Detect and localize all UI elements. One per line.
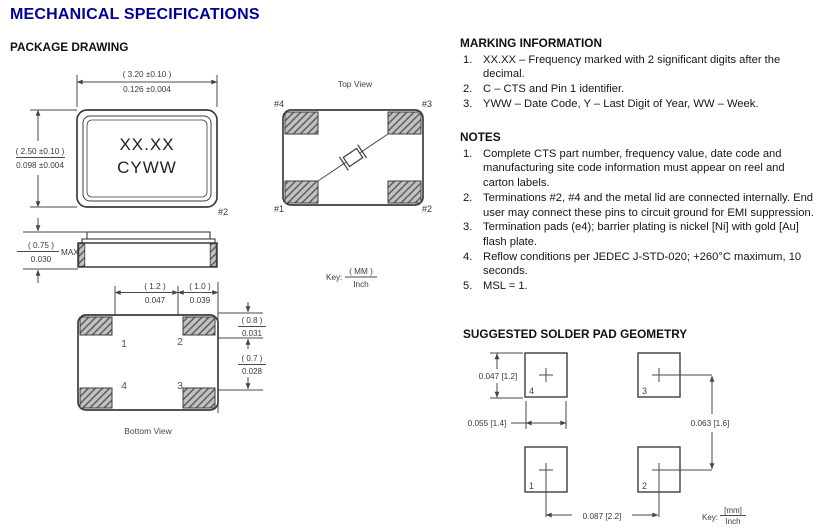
key-label: Key: xyxy=(326,273,343,282)
list-item-number: 3. xyxy=(463,221,473,234)
solder-pad-geometry-drawing xyxy=(460,345,816,530)
bottom-view-label: Bottom View xyxy=(124,426,172,436)
solder-dim-height-label: 0.047 [1.2] xyxy=(478,372,518,381)
list-item xyxy=(460,97,816,112)
list-item-text: MSL = 1. xyxy=(483,280,528,293)
top-view-label: Top View xyxy=(337,79,373,89)
solder-dim-hpitch-label: 0.087 [2.2] xyxy=(582,512,622,521)
list-item xyxy=(460,82,816,97)
package-drawing-heading: PACKAGE DRAWING xyxy=(10,40,129,54)
front-pin2-label: #2 xyxy=(218,207,229,217)
solder-key-mm-label: [mm] xyxy=(724,506,742,515)
solder-pad4-label: 4 xyxy=(529,386,535,396)
list-item xyxy=(460,53,816,82)
front-view-drawing xyxy=(16,70,228,217)
notes-section xyxy=(460,130,816,294)
bottom-pad3-label: 3 xyxy=(177,380,183,392)
list-item xyxy=(460,250,816,279)
list-item-number: 2. xyxy=(463,83,473,96)
list-item-text: Reflow conditions per JEDEC J-STD-020; +260°C maximum, 10 seconds. xyxy=(483,250,802,278)
side-max-label: MAX xyxy=(61,248,79,257)
top-view-drawing xyxy=(274,79,432,214)
key-inch-label: Inch xyxy=(353,280,369,289)
package-drawing xyxy=(8,55,458,525)
bottom-dim07-in-label: 0.028 xyxy=(241,367,263,376)
front-height-mm-label: ( 2.50 ±0.10 ) xyxy=(15,147,65,156)
solder-pad-heading: SUGGESTED SOLDER PAD GEOMETRY xyxy=(463,327,688,341)
units-key xyxy=(326,267,377,289)
front-width-mm-label: ( 3.20 ±0.10 ) xyxy=(122,70,172,79)
notes-heading: NOTES xyxy=(460,130,501,144)
solder-units-key xyxy=(702,506,746,526)
list-item-number: 4. xyxy=(463,250,473,263)
list-item-text: YWW – Date Code, Y – Last Digit of Year, WW – Week. xyxy=(483,97,759,110)
list-item xyxy=(460,279,816,294)
bottom-dim10-mm-label: ( 1.0 ) xyxy=(189,282,211,291)
bottom-dim10-in-label: 0.039 xyxy=(189,296,211,305)
bottom-pad1-label: 1 xyxy=(121,338,127,350)
bottom-dim07-mm-label: ( 0.7 ) xyxy=(241,354,263,363)
package-marking-frequency: XX.XX xyxy=(119,135,175,154)
front-height-in-label: 0.098 ±0.004 xyxy=(16,161,64,170)
top-pin1-label: #1 xyxy=(273,204,284,214)
notes-list xyxy=(460,147,816,294)
solder-key-label: Key: xyxy=(702,513,719,522)
front-width-in-label: 0.126 ±0.004 xyxy=(123,85,171,94)
bottom-pad4-label: 4 xyxy=(121,380,127,392)
solder-pad3-label: 3 xyxy=(642,386,648,396)
bottom-dim12-mm-label: ( 1.2 ) xyxy=(144,282,166,291)
list-item-number: 2. xyxy=(463,191,473,204)
list-item-number: 1. xyxy=(463,147,473,160)
list-item-text: XX.XX – Frequency marked with 2 significant digits after the decimal. xyxy=(483,53,781,81)
top-pin3-label: #3 xyxy=(422,99,433,109)
top-pin2-label: #2 xyxy=(422,204,433,214)
list-item xyxy=(460,147,816,191)
list-item xyxy=(460,220,816,249)
list-item-text: Complete CTS part number, frequency value, date code and manufacturing site code information must appear on reel and carton labels. xyxy=(483,147,785,190)
solder-dim-width-label: 0.055 [1.4] xyxy=(467,419,507,428)
list-item xyxy=(460,191,816,220)
marking-information-heading: MARKING INFORMATION xyxy=(460,36,602,50)
bottom-dim08-in-label: 0.031 xyxy=(241,329,263,338)
bottom-dim12-in-label: 0.047 xyxy=(144,296,166,305)
top-pin4-label: #4 xyxy=(273,99,284,109)
solder-pad1-label: 1 xyxy=(529,481,535,491)
marking-information-section xyxy=(460,36,816,112)
bottom-dim08-mm-label: ( 0.8 ) xyxy=(241,316,263,325)
bottom-pad2-label: 2 xyxy=(177,336,183,348)
side-height-mm-label: ( 0.75 ) xyxy=(28,241,54,250)
marking-information-list xyxy=(460,53,816,112)
solder-dim-vpitch-label: 0.063 [1.6] xyxy=(690,419,730,428)
solder-pad2-label: 2 xyxy=(642,481,648,491)
key-mm-label: ( MM ) xyxy=(349,267,373,276)
list-item-text: Terminations #2, #4 and the metal lid are connected internally. End user may connect these pins to circuit ground for EMI suppression. xyxy=(483,191,814,219)
side-height-in-label: 0.030 xyxy=(30,255,52,264)
list-item-number: 5. xyxy=(463,280,473,293)
list-item-number: 1. xyxy=(463,53,473,66)
bottom-view-drawing xyxy=(78,282,266,436)
list-item-text: C – CTS and Pin 1 identifier. xyxy=(483,83,625,96)
side-view-drawing xyxy=(17,218,217,283)
solder-key-inch-label: Inch xyxy=(725,517,741,526)
list-item-text: Termination pads (e4); barrier plating is nickel [Ni] with gold [Au] flash plate. xyxy=(483,221,799,248)
page-title: MECHANICAL SPECIFICATIONS xyxy=(10,6,260,23)
package-marking-datecode: CYWW xyxy=(117,158,177,177)
list-item-number: 3. xyxy=(463,97,473,110)
